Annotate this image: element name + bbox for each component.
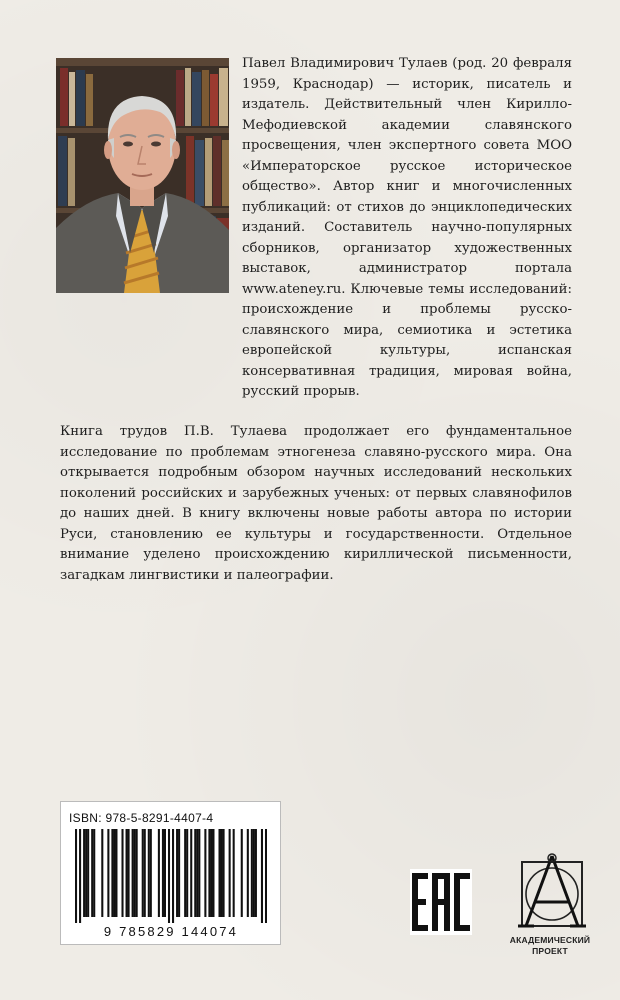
barcode-bar bbox=[168, 829, 170, 923]
barcode-bar bbox=[233, 829, 235, 917]
publisher-name-line2: ПРОЕКТ bbox=[532, 946, 568, 956]
barcode-bar bbox=[113, 829, 115, 917]
barcode-bar bbox=[255, 829, 257, 917]
barcode-bar bbox=[126, 829, 128, 917]
barcode-bar bbox=[265, 829, 267, 923]
barcode-bar bbox=[83, 829, 85, 917]
isbn-label: ISBN: 978-5-8291-4407-4 bbox=[69, 811, 214, 825]
barcode-bar bbox=[101, 829, 103, 917]
barcode-bar bbox=[91, 829, 93, 917]
barcode-bar bbox=[186, 829, 188, 917]
barcode-bars bbox=[75, 829, 267, 923]
barcode-bar bbox=[223, 829, 225, 917]
barcode-bar bbox=[132, 829, 134, 917]
barcode-bar bbox=[251, 829, 253, 917]
barcode-bar bbox=[208, 829, 210, 917]
barcode-bar bbox=[87, 829, 89, 917]
barcode-bar bbox=[128, 829, 130, 917]
barcode-bar bbox=[176, 829, 178, 917]
barcode-bar bbox=[136, 829, 138, 917]
barcode-bar bbox=[229, 829, 231, 917]
barcode-bar bbox=[158, 829, 160, 917]
publisher-name bbox=[498, 935, 602, 957]
barcode-bar bbox=[75, 829, 77, 923]
author-portrait-icon bbox=[56, 58, 229, 293]
book-summary: Книга трудов П.В. Тулаева продолжает его фундаментальное исследование по проблемам этногенеза славяно-русского мира. Она открывается подробным обзором научных исследований нескольких поколений российских и зарубежных ученых: от первых славянофилов до наших дней. В книгу включены новые работы автора по истории Руси, становлению ее культуры и государственности. Отдельное внимание уделено происхождению кириллической письменности, загадкам лингвистики и палеографии. bbox=[60, 424, 572, 583]
barcode-bar bbox=[196, 829, 198, 917]
isbn-barcode bbox=[60, 801, 281, 945]
barcode-bar bbox=[184, 829, 186, 917]
barcode-bar bbox=[134, 829, 136, 917]
barcode-bar bbox=[241, 829, 243, 917]
barcode-bar bbox=[111, 829, 113, 917]
author-bio: Павел Владимирович Тулаев (род. 20 февраля 1959, Краснодар) — историк, писатель и издатель. Действительный член Кирилло-Мефодиевской академии славянского просвещения, член экспертного совета МОО «Императорское русское историческое общество». Автор книг и многочисленных публикаций: от стихов до энциклопедических изданий. Составитель научно-популярных сборников, организатор художественных выставок, администратор портала www.ateney.ru. Ключевые темы исследований: происхождение и проблемы русско-славянского мира, семиотика и эстетика европейской культуры, испанская консервативная традиция, мировая война, русский прорыв. bbox=[242, 56, 572, 399]
barcode-bar bbox=[198, 829, 200, 917]
barcode-bar bbox=[172, 829, 174, 923]
barcode-bar bbox=[178, 829, 180, 917]
barcode-bar bbox=[247, 829, 249, 917]
eac-mark-icon bbox=[410, 869, 472, 935]
barcode-bar bbox=[107, 829, 109, 917]
barcode-bar bbox=[164, 829, 166, 917]
barcode-bar bbox=[150, 829, 152, 917]
publisher-logo-icon bbox=[512, 852, 592, 932]
author-photo bbox=[56, 58, 229, 293]
barcode-bar bbox=[212, 829, 214, 917]
barcode-bar bbox=[162, 829, 164, 917]
barcode-digits: 9 785829 144074 bbox=[103, 924, 239, 939]
barcode-bar bbox=[79, 829, 81, 923]
publisher-name-line1: АКАДЕМИЧЕСКИЙ bbox=[509, 935, 591, 945]
barcode-bar bbox=[221, 829, 223, 917]
barcode-bar bbox=[204, 829, 206, 917]
barcode-bar bbox=[148, 829, 150, 917]
barcode-bar bbox=[210, 829, 212, 917]
barcode-bar bbox=[144, 829, 146, 917]
barcode-bar bbox=[142, 829, 144, 917]
barcode-bar bbox=[93, 829, 95, 917]
barcode-bar bbox=[194, 829, 196, 917]
barcode-bar bbox=[218, 829, 220, 917]
barcode-bar bbox=[115, 829, 117, 917]
barcode-bar bbox=[190, 829, 192, 917]
barcode-bar bbox=[121, 829, 123, 917]
barcode-bar bbox=[85, 829, 87, 917]
barcode-bar bbox=[253, 829, 255, 917]
barcode-bar bbox=[261, 829, 263, 923]
